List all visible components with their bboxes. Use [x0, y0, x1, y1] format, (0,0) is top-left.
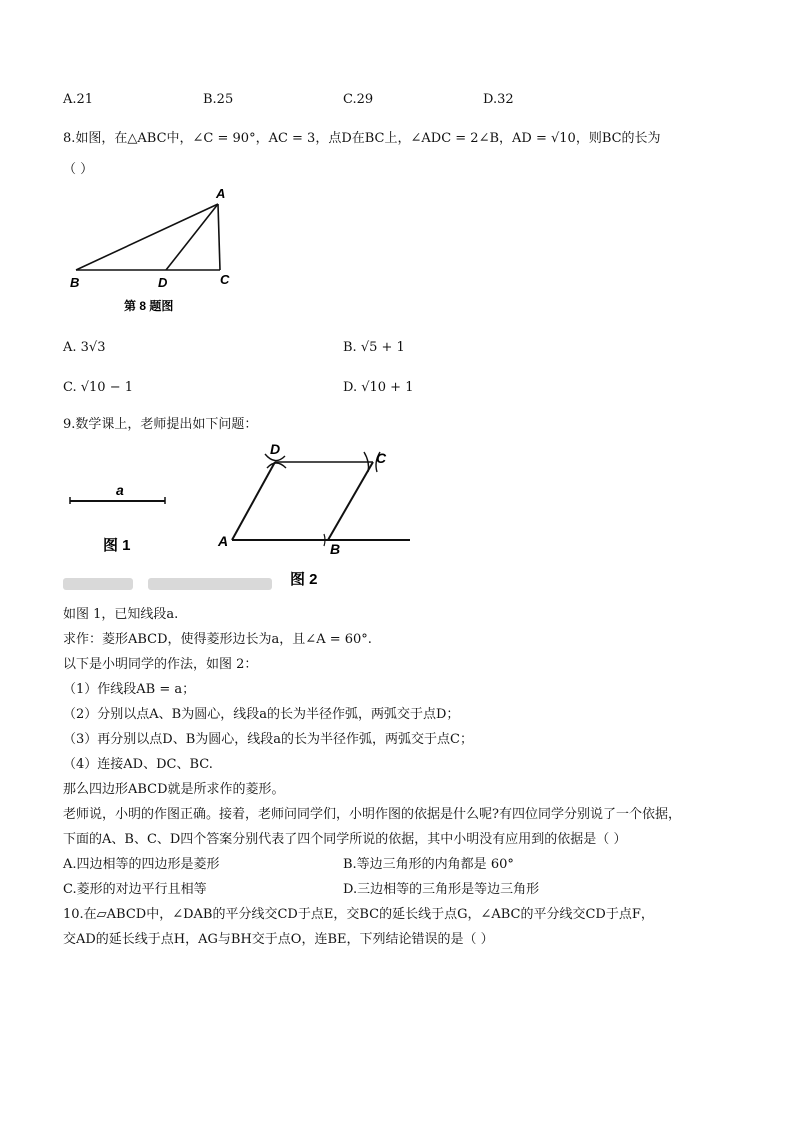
- q8-option-c: C. √10 − 1: [63, 380, 134, 395]
- label-c: C: [376, 450, 387, 466]
- segment-ad: [166, 204, 218, 270]
- label-a: A: [218, 533, 229, 549]
- label-b: B: [330, 541, 341, 557]
- q8-stem: 8.如图，在△ABC中，∠C = 90°，AC = 3，点D在BC上，∠ADC = 2∠B，AD = √10，则BC的长为: [63, 131, 661, 146]
- label-a: A: [216, 186, 226, 201]
- q9-figure-2: [210, 438, 420, 594]
- segment-bc: [328, 462, 373, 540]
- q9-option-c: C.菱形的对边平行且相等: [63, 882, 207, 897]
- figure-1-caption: 图 1: [103, 537, 131, 554]
- q9-conclusion: 那么四边形ABCD就是所求作的菱形。: [63, 782, 285, 797]
- q8-option-b: B. √5 + 1: [343, 340, 405, 355]
- q9-step-3: （3）再分别以点D、B为圆心，线段a的长为半径作弧，两弧交于点C；: [63, 732, 473, 747]
- q9-step-2: （2）分别以点A、B为圆心，线段a的长为半径作弧，两弧交于点D；: [63, 707, 460, 722]
- q9-step-4: （4）连接AD、DC、BC.: [63, 757, 213, 772]
- q10-line-1: 10.在▱ABCD中，∠DAB的平分线交CD于点E，交BC的延长线于点G，∠ABC的平分线交CD于点F，: [63, 907, 654, 922]
- figure-2-caption: 图 2: [290, 571, 318, 588]
- q9-option-a: A.四边相等的四边形是菱形: [63, 857, 220, 872]
- label-c: C: [220, 272, 230, 287]
- q9-option-d: D.三边相等的三角形是等边三角形: [343, 882, 540, 897]
- q9-stem: 9.数学课上，老师提出如下问题：: [63, 417, 258, 432]
- segment-ad: [232, 462, 275, 540]
- label-b: B: [70, 275, 80, 290]
- q8-option-a: A. 3√3: [63, 340, 106, 355]
- q9-teacher: 老师说，小明的作图正确。接着，老师问同学们，小明作图的依据是什么呢?有四位同学分别说了一个依据，: [63, 807, 681, 822]
- q9-task: 求作：菱形ABCD，使得菱形边长为a，且∠A = 60°.: [63, 632, 372, 647]
- segment-ac: [218, 204, 220, 270]
- q8-option-d: D. √10 + 1: [343, 380, 414, 395]
- arc-d-2: [267, 463, 286, 468]
- q8-triangle-figure: [60, 182, 250, 322]
- q7-option-b: B.25: [203, 92, 234, 107]
- q9-question: 下面的A、B、C、D四个答案分别代表了四个同学所说的依据，其中小明没有应用到的依据是（ ）: [63, 832, 627, 847]
- q7-option-a: A.21: [63, 92, 94, 107]
- label-d: D: [158, 275, 168, 290]
- q9-figure-1: [60, 470, 180, 560]
- figure-caption: 第 8 题图: [124, 299, 174, 313]
- q7-option-d: D.32: [483, 92, 514, 107]
- segment-ab: [76, 204, 218, 270]
- blurred-strip-2: [148, 578, 272, 590]
- label-a: a: [116, 482, 124, 498]
- q7-option-c: C.29: [343, 92, 374, 107]
- q9-given: 如图 1，已知线段a.: [63, 607, 179, 622]
- q9-intro: 以下是小明同学的作法，如图 2：: [63, 657, 258, 672]
- q9-option-b: B.等边三角形的内角都是 60°: [343, 857, 514, 872]
- q9-step-1: （1）作线段AB = a；: [63, 682, 196, 697]
- q10-line-2: 交AD的延长线于点H，AG与BH交于点O，连BE，下列结论错误的是（ ）: [63, 932, 494, 947]
- blurred-strip: [63, 578, 133, 590]
- q8-answer-paren: （ ）: [63, 162, 94, 177]
- label-d: D: [270, 441, 281, 457]
